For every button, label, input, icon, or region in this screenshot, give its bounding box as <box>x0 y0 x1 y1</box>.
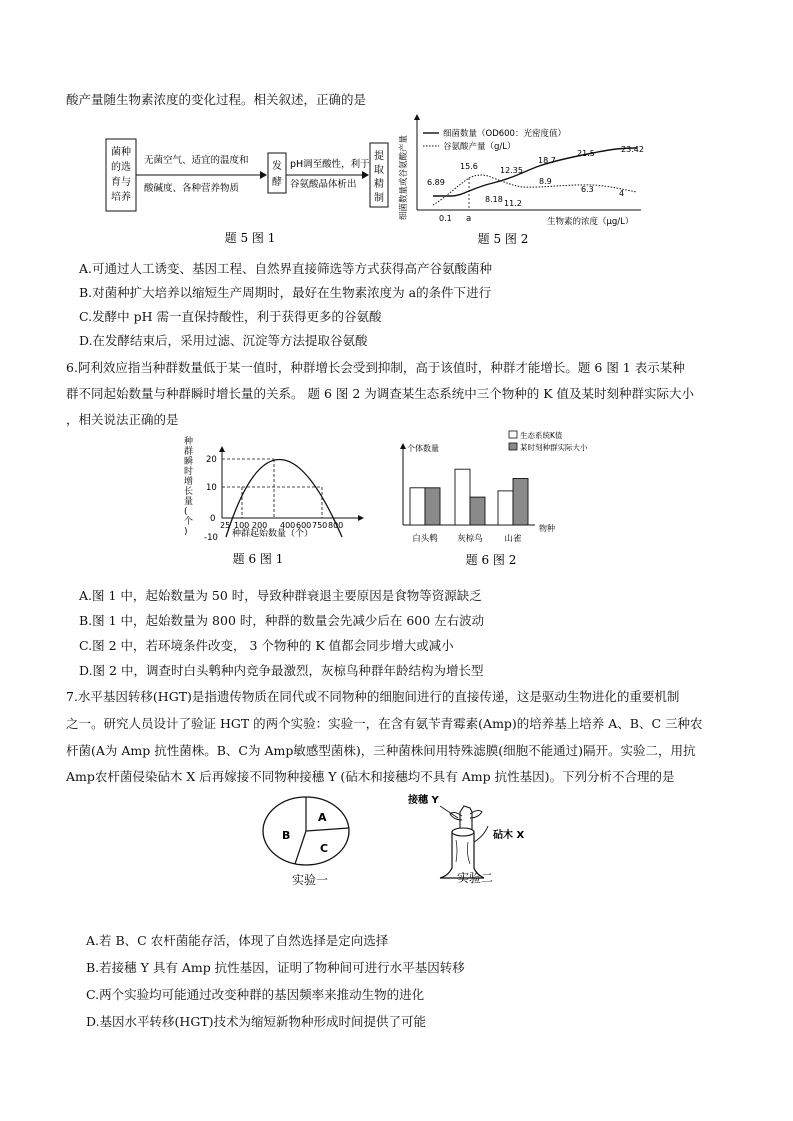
k-value-bar <box>455 469 470 525</box>
q6-option: D.图 2 中，调查时白头鹎种内竞争最激烈，灰椋鸟种群年龄结构为增长型 <box>79 663 484 678</box>
q6-option: B.图 1 中，起始数量为 800 时，种群的数量会先减少后在 600 左右波动 <box>79 613 485 628</box>
x-tick: 400 <box>280 521 296 530</box>
q7-stem-line: 之一。研究人员设计了验证 HGT 的两个实验：实验一，在含有氨苄青霉素(Amp)的培养基上培养 A、B、C 三种农 <box>66 716 703 731</box>
box1-line: 培养 <box>111 192 131 203</box>
q5-option: C.发酵中 pH 需一直保持酸性，利于获得更多的谷氨酸 <box>79 309 382 324</box>
ylabel-char: 时 <box>184 467 194 477</box>
category-label: 白头鹎 <box>412 534 438 544</box>
label-18-7: 18.7 <box>538 156 556 165</box>
box3-line: 提 <box>374 151 384 162</box>
fig6-1-xlabel: 种群起始数量（个） <box>232 529 314 539</box>
label-12-35: 12.35 <box>500 166 523 175</box>
label-4: 4 <box>619 189 625 198</box>
category-label: 山雀 <box>504 534 522 544</box>
q6-stem-line: ，相关说法正确的是 <box>66 412 179 427</box>
q7-stem-line: 杆菌(A为 Amp 抗性菌株。B、C为 Amp敏感型菌株)，三种菌株间用特殊滤膜(细胞不能通过)隔开。实验二，用抗 <box>66 743 696 758</box>
label-15-6: 15.6 <box>460 162 478 171</box>
sector-b-label: B <box>282 829 291 842</box>
experiment1-caption: 实验一 <box>291 873 329 887</box>
y-tick: -10 <box>204 533 218 543</box>
label-11-2: 11.2 <box>504 199 522 208</box>
actual-size-bar <box>470 497 485 525</box>
fig5-2-caption: 题 5 图 2 <box>477 232 529 246</box>
fig5-1-flow-diagram <box>100 135 400 250</box>
bacteria-count-line <box>433 148 637 196</box>
box2-line: 酵 <box>272 177 282 188</box>
q6-stem-line: 6.阿利效应指当种群数量低于某一值时，种群增长会受到抑制，高于该值时，种群才能增长。题 6 图 1 表示某种 <box>66 360 685 375</box>
legend-gray-label: 某时刻种群实际大小 <box>520 443 588 452</box>
fig6-1-caption: 题 6 图 1 <box>232 552 284 566</box>
box3-line: 取 <box>374 165 384 176</box>
experiment1-petri-dish <box>260 795 360 890</box>
label-8-9: 8.9 <box>539 177 552 186</box>
x-tick: 750 <box>312 521 328 530</box>
q7-stem-line: Amp农杆菌侵染砧木 X 后再嫁接不同物种接穗 Y (砧木和接穗均不具有 Amp 抗性基因)。下列分析不合理的是 <box>66 769 675 784</box>
arrow1-top-text: 无菌空气、适宜的温度和 <box>144 155 249 166</box>
box1-line: 的选 <box>111 162 131 173</box>
fig6-2-bar-chart <box>385 425 625 572</box>
q5-option: A.可通过人工诱变、基因工程、自然界直接筛选等方式获得高产谷氨酸菌种 <box>79 261 493 276</box>
ylabel-char: ) <box>184 527 188 537</box>
q7-stem-line: 7.水平基因转移(HGT)是指遗传物质在同代或不同物种的细胞间进行的直接传递，这是驱动生物进化的重要机制 <box>66 689 680 704</box>
arrow2-bottom-text: 谷氨酸晶体析出 <box>290 179 357 190</box>
fig5-2-line-chart <box>393 112 663 250</box>
arrow1-bottom-text: 酸碱度、各种营养物质 <box>144 183 240 194</box>
q6-option: C.图 2 中，若环境条件改变， 3 个物种的 K 值都会同步增大或减小 <box>79 638 454 653</box>
q7-option: B.若接穗 Y 具有 Amp 抗性基因，证明了物种间可进行水平基因转移 <box>86 960 465 975</box>
ylabel-char: 个 <box>184 517 194 527</box>
label-8-18: 8.18 <box>485 195 503 204</box>
legend-white-swatch <box>509 431 517 438</box>
legend-solid-label: 细菌数量（OD600：光密度值） <box>443 129 566 139</box>
label-21-5: 21.5 <box>577 149 595 158</box>
x-tick: 100 <box>234 521 250 530</box>
ylabel-char: 长 <box>184 487 194 497</box>
q6-stem-line: 群不同起始数量与种群瞬时增长量的关系。 题 6 图 2 为调查某生态系统中三个物种的 K 值及某时刻种群实际大小 <box>66 386 695 401</box>
sector-c-label: C <box>320 842 329 855</box>
x-tick: 800 <box>328 521 344 530</box>
y-tick: 10 <box>206 483 217 493</box>
label-6-3: 6.3 <box>581 185 594 194</box>
actual-size-bar <box>513 479 528 526</box>
k-value-bar <box>498 491 513 525</box>
label-23-42: 23.42 <box>621 145 644 154</box>
legend-dotted-label: 谷氨酸产量（g/L） <box>443 142 516 152</box>
fig5-1-caption: 题 5 图 1 <box>224 231 276 245</box>
actual-size-bar <box>425 488 440 525</box>
fig6-2-ylabel: 个体数量 <box>407 444 439 453</box>
ylabel-char: 量 <box>184 497 194 507</box>
experiment2-caption: 实验二 <box>456 871 494 885</box>
q6-option: A.图 1 中，起始数量为 50 时，导致种群衰退主要原因是食物等资源缺乏 <box>79 588 482 603</box>
y-tick: 20 <box>206 455 217 465</box>
tick-0-1: 0.1 <box>439 214 452 223</box>
x-tick: 25 <box>220 521 231 530</box>
q5-option: B.对菌种扩大培养以缩短生产周期时，最好在生物素浓度为 a的条件下进行 <box>79 285 492 300</box>
fig5-2-xlabel: 生物素的浓度（μg/L） <box>547 217 634 227</box>
fig6-2-caption: 题 6 图 2 <box>465 553 517 567</box>
k-value-bar <box>410 488 425 525</box>
ylabel-char: 瞬 <box>184 457 194 467</box>
fig5-2-ylabel: 细菌数量或谷氨酸产量 <box>399 134 409 220</box>
box1-line: 菌种 <box>111 147 131 158</box>
fig6-1-curve-chart <box>172 432 372 572</box>
ylabel-char: 增 <box>184 477 194 487</box>
box3-line: 制 <box>374 193 384 204</box>
arrow2-top-text: pH调至酸性，利于 <box>290 159 370 170</box>
box3-line: 精 <box>374 179 384 190</box>
ylabel-char: ( <box>184 507 188 517</box>
q7-option: D.基因水平转移(HGT)技术为缩短新物种形成时间提供了可能 <box>86 1014 427 1029</box>
ylabel-char: 群 <box>184 447 194 457</box>
box2-line: 发 <box>272 161 282 172</box>
label-6-89: 6.89 <box>427 178 445 187</box>
tick-a: a <box>466 214 472 224</box>
scion-label: 接穗 Y <box>408 795 439 806</box>
q5-option: D.在发酵结束后，采用过滤、沉淀等方法提取谷氨酸 <box>79 333 368 348</box>
stock-label: 砧木 X <box>493 830 525 841</box>
legend-white-label: 生态系统K值 <box>520 431 563 440</box>
glutamate-yield-line <box>433 175 637 205</box>
box1-line: 育与 <box>111 177 131 188</box>
x-tick: 600 <box>296 521 312 530</box>
category-label: 灰椋鸟 <box>457 534 483 544</box>
y-tick: 0 <box>210 514 216 524</box>
fig6-2-xlabel: 物种 <box>539 524 555 533</box>
q7-option: A.若 B、C 农杆菌能存活，体现了自然选择是定向选择 <box>86 933 389 948</box>
q5-intro: 酸产量随生物素浓度的变化过程。相关叙述，正确的是 <box>66 92 367 107</box>
sector-a-label: A <box>318 811 327 824</box>
ylabel-char: 种 <box>184 437 194 447</box>
legend-gray-swatch <box>509 443 517 450</box>
q7-option: C.两个实验均可能通过改变种群的基因频率来推动生物的进化 <box>86 987 425 1002</box>
experiment2-grafting-diagram <box>400 790 550 890</box>
x-tick: 200 <box>252 521 268 530</box>
